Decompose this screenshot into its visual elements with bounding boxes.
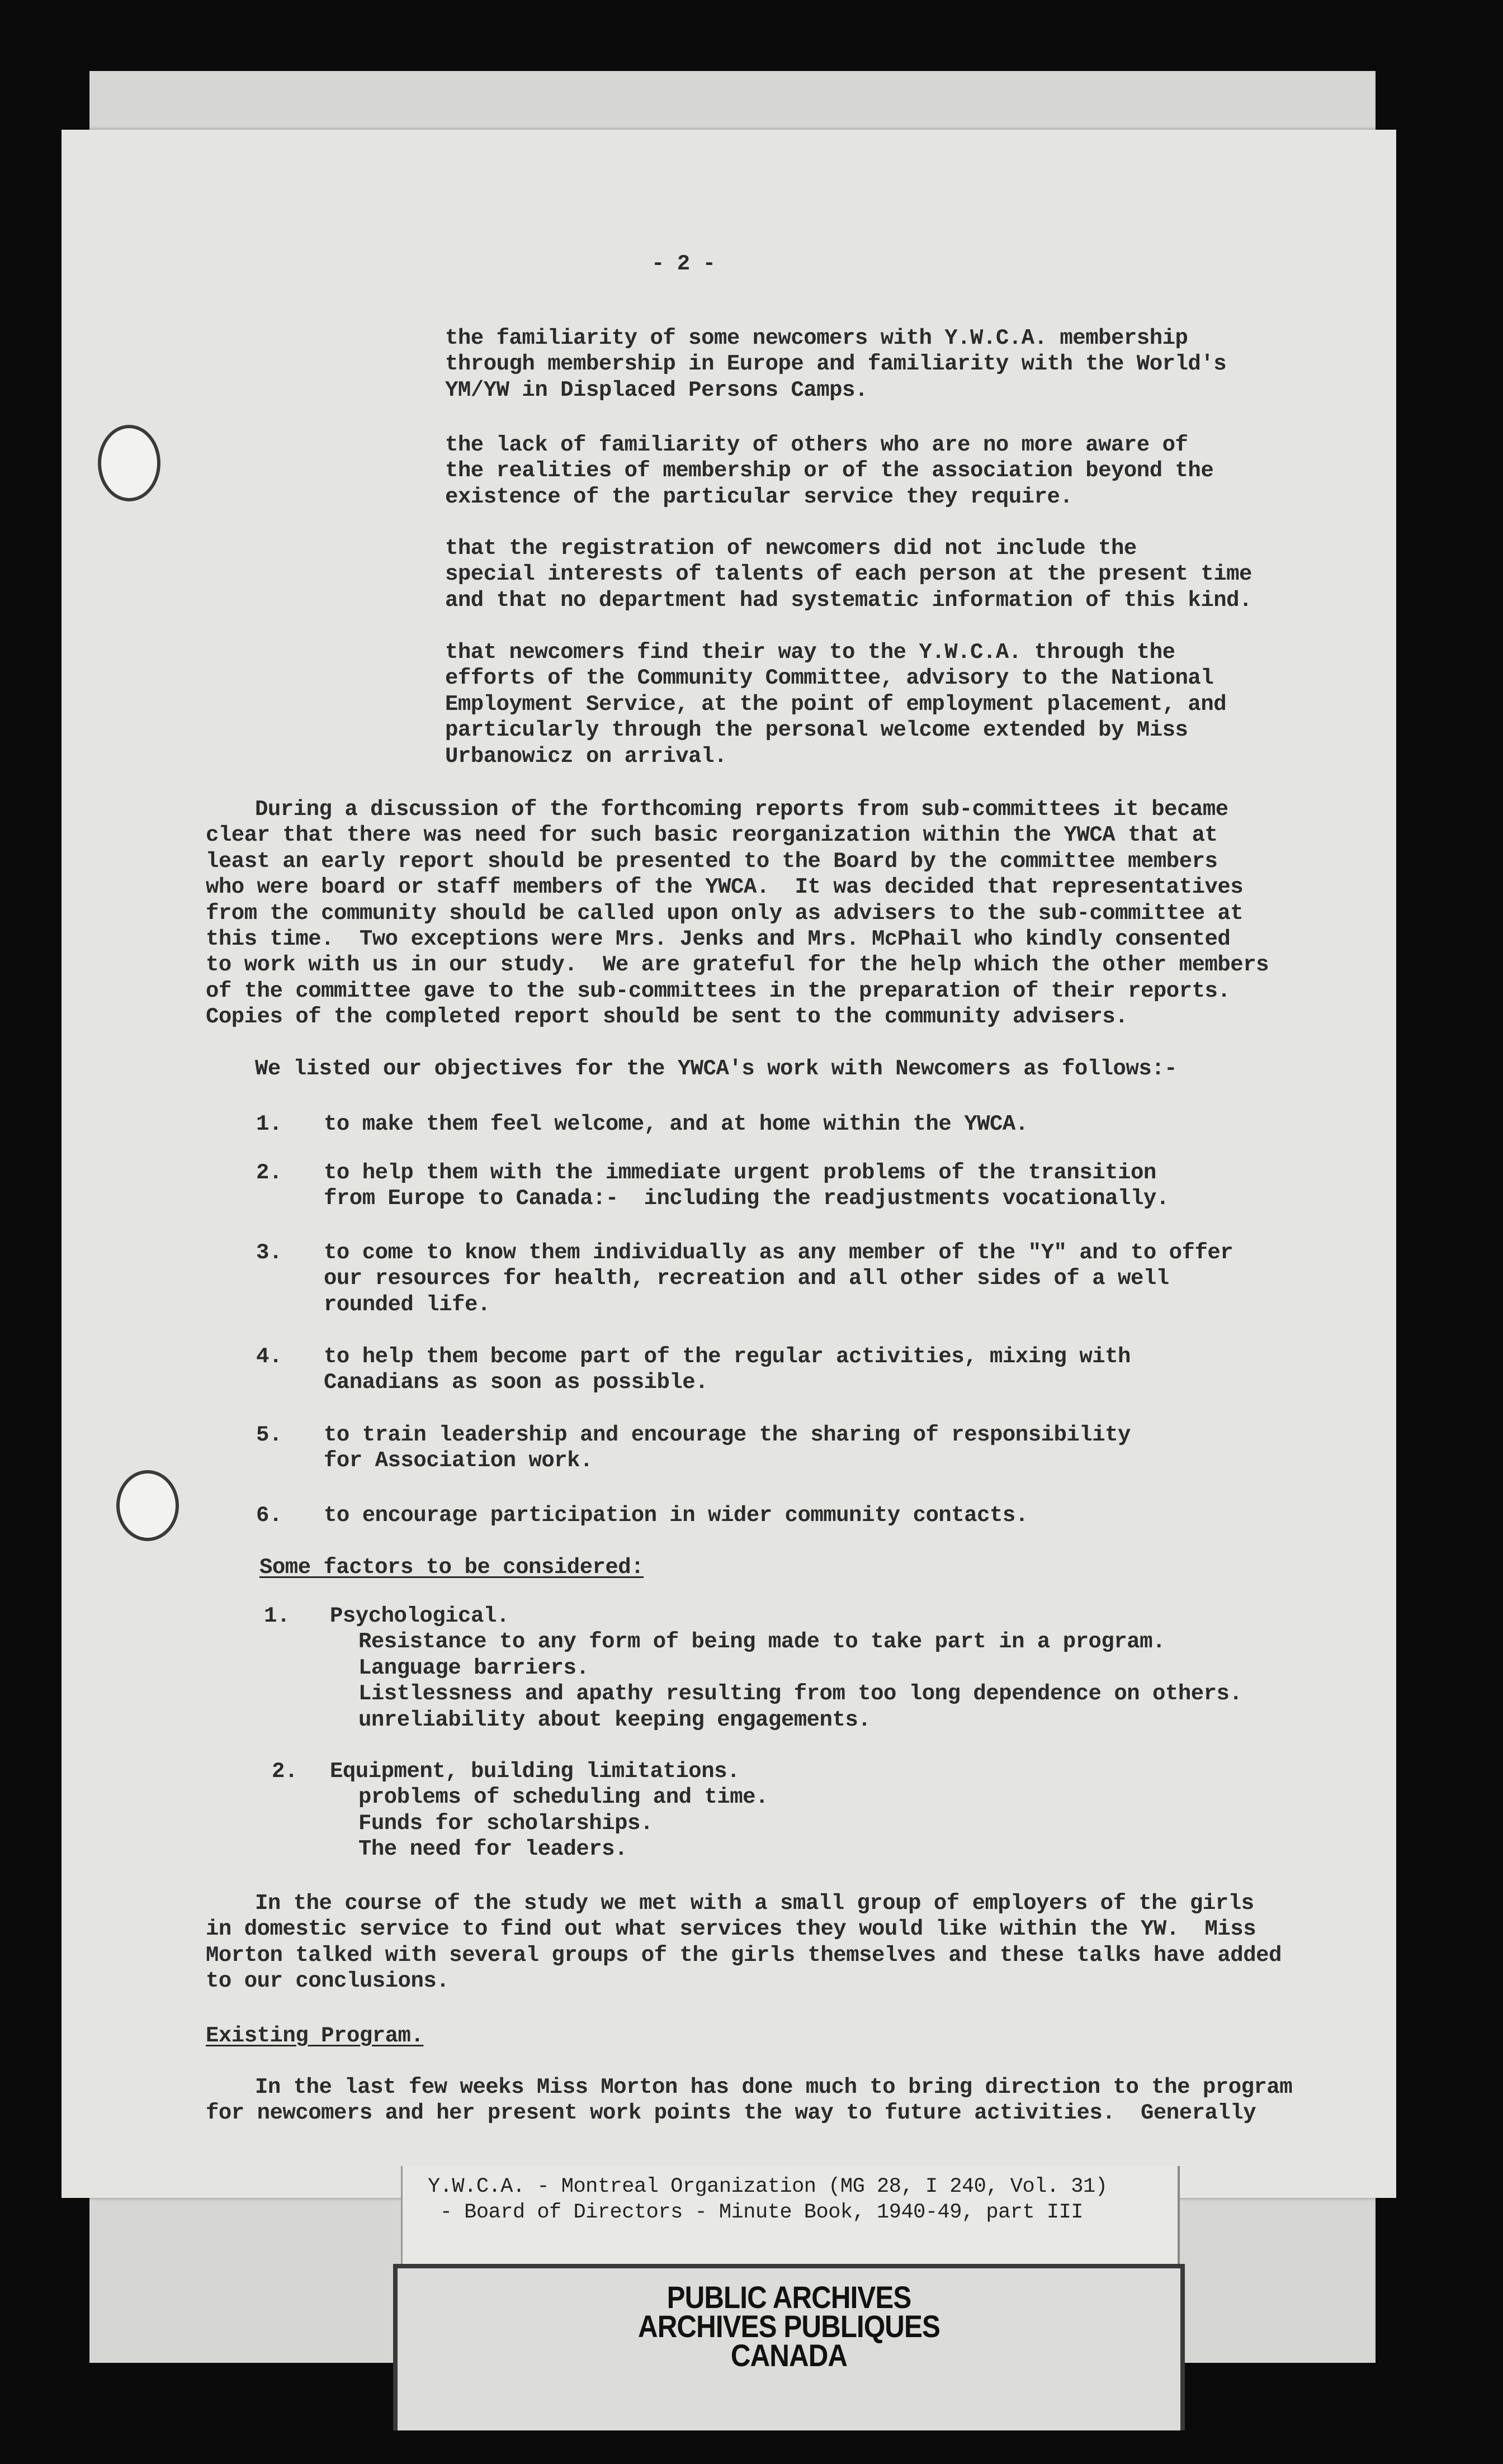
text-line: of the committee gave to the sub-committees in the preparation of their reports. bbox=[206, 978, 1231, 1003]
text-line: least an early report should be presented to the Board by the committee members bbox=[206, 849, 1218, 874]
text-line: from Europe to Canada:- including the readjustments vocationally. bbox=[324, 1186, 1169, 1211]
text-line: In the course of the study we met with a small group of employers of the girls bbox=[255, 1891, 1254, 1916]
factor-number: 2. bbox=[272, 1759, 298, 1784]
stamp-line: PUBLIC ARCHIVES bbox=[667, 2280, 911, 2315]
existing-program-paragraph bbox=[206, 2074, 1292, 2126]
objective-item bbox=[324, 1160, 1169, 1212]
text-line: through membership in Europe and familiarity with the World's bbox=[445, 352, 1227, 377]
text-line: Listlessness and apathy resulting from too long dependence on others. bbox=[358, 1681, 1242, 1707]
text-line: special interests of talents of each person at the present time bbox=[445, 562, 1252, 587]
objective-item bbox=[324, 1503, 1028, 1528]
text-line: to help them become part of the regular activities, mixing with bbox=[324, 1344, 1131, 1369]
factor-number: 1. bbox=[264, 1604, 290, 1628]
text-line: Morton talked with several groups of the girls themselves and these talks have added bbox=[206, 1942, 1282, 1968]
text-line: efforts of the Community Committee, advisory to the National bbox=[445, 666, 1214, 691]
text-line: existence of the particular service they require. bbox=[445, 484, 1073, 509]
objective-number: 2. bbox=[256, 1160, 282, 1185]
objective-number: 6. bbox=[256, 1503, 282, 1528]
objective-number: 3. bbox=[256, 1240, 282, 1265]
objective-item bbox=[324, 1111, 1028, 1137]
page-number: - 2 - bbox=[651, 252, 716, 276]
text-line: During a discussion of the forthcoming reports from sub-committees it became bbox=[255, 797, 1228, 822]
text-line: to encourage participation in wider community contacts. bbox=[324, 1503, 1028, 1528]
text-line: unreliability about keeping engagements. bbox=[358, 1707, 871, 1732]
text-line: Urbanowicz on arrival. bbox=[445, 743, 727, 769]
factor-item bbox=[330, 1603, 1242, 1733]
text-line: our resources for health, recreation and all other sides of a well bbox=[324, 1266, 1169, 1291]
text-line: who were board or staff members of the YWCA. It was decided that representatives bbox=[206, 875, 1244, 900]
finding-paragraph bbox=[445, 325, 1226, 403]
punch-hole-top bbox=[98, 425, 160, 501]
text-line: this time. Two exceptions were Mrs. Jenks and Mrs. McPhail who kindly consented bbox=[206, 927, 1231, 952]
objective-item bbox=[324, 1422, 1131, 1474]
text-line: We listed our objectives for the YWCA's work with Newcomers as follows:- bbox=[255, 1056, 1178, 1081]
study-paragraph bbox=[206, 1890, 1282, 1994]
text-line: Employment Service, at the point of employment placement, and bbox=[445, 691, 1227, 717]
text-line: to our conclusions. bbox=[206, 1969, 450, 1994]
text-line: that the registration of newcomers did not include the bbox=[445, 536, 1137, 561]
text-line: rounded life. bbox=[324, 1292, 490, 1317]
finding-paragraph bbox=[445, 432, 1213, 510]
text-line: the familiarity of some newcomers with Y.W.C.A. membership bbox=[445, 326, 1188, 350]
text-line: Funds for scholarships. bbox=[358, 1811, 653, 1836]
objective-item bbox=[324, 1240, 1233, 1318]
objectives-intro bbox=[255, 1056, 1177, 1082]
text-line: Resistance to any form of being made to take part in a program. bbox=[358, 1629, 1165, 1655]
stamp-line: CANADA bbox=[730, 2338, 848, 2373]
text-line: the realities of membership or of the association beyond the bbox=[445, 458, 1214, 484]
text-line: in domestic service to find out what services they would like within the YW. Miss bbox=[206, 1917, 1256, 1942]
text-line: that newcomers find their way to the Y.W.C.A. through the bbox=[445, 640, 1175, 665]
factors-heading: Some factors to be considered: bbox=[259, 1555, 644, 1580]
text-line: the lack of familiarity of others who are no more aware of bbox=[445, 433, 1188, 457]
text-line: Canadians as soon as possible. bbox=[324, 1370, 708, 1395]
text-line: In the last few weeks Miss Morton has done much to bring direction to the program bbox=[255, 2075, 1293, 2100]
text-line: Psychological. bbox=[330, 1604, 509, 1628]
text-line: to come to know them individually as any member of the "Y" and to offer bbox=[324, 1240, 1233, 1265]
punch-hole-bottom bbox=[116, 1470, 179, 1541]
factor-item bbox=[330, 1759, 768, 1863]
text-line: Language barriers. bbox=[358, 1655, 589, 1680]
text-line: Equipment, building limitations. bbox=[330, 1759, 740, 1784]
finding-paragraph bbox=[445, 536, 1252, 613]
archives-stamp bbox=[393, 2264, 1185, 2430]
text-line: The need for leaders. bbox=[358, 1837, 627, 1862]
existing-program-heading: Existing Program. bbox=[206, 2024, 424, 2048]
text-line: to work with us in our study. We are grateful for the help which the other members bbox=[206, 953, 1269, 978]
finding-paragraph bbox=[445, 639, 1226, 769]
objective-number: 1. bbox=[256, 1112, 282, 1136]
text-line: Copies of the completed report should be sent to the community advisers. bbox=[206, 1004, 1128, 1030]
text-line: problems of scheduling and time. bbox=[358, 1785, 768, 1810]
text-line: for newcomers and her present work points the way to future activities. Generally bbox=[206, 2101, 1256, 2126]
text-line: clear that there was need for such basic reorganization within the YWCA that at bbox=[206, 823, 1218, 848]
objective-number: 4. bbox=[256, 1344, 282, 1369]
text-line: YM/YW in Displaced Persons Camps. bbox=[445, 377, 868, 402]
text-line: and that no department had systematic information of this kind. bbox=[445, 587, 1252, 613]
text-line: from the community should be called upon only as advisers to the sub-committee at bbox=[206, 901, 1244, 926]
text-line: for Association work. bbox=[324, 1448, 593, 1473]
archive-label-text bbox=[428, 2174, 1107, 2225]
objective-item bbox=[324, 1344, 1131, 1396]
text-line: to make them feel welcome, and at home within the YWCA. bbox=[324, 1112, 1028, 1136]
text-line: to train leadership and encourage the sharing of responsibility bbox=[324, 1423, 1131, 1447]
archive-label bbox=[401, 2166, 1180, 2272]
discussion-paragraph bbox=[206, 797, 1269, 1030]
text-line: particularly through the personal welcome extended by Miss bbox=[445, 718, 1188, 743]
text-line: - Board of Directors - Minute Book, 1940-49, part III bbox=[428, 2201, 1083, 2224]
objective-number: 5. bbox=[256, 1423, 282, 1447]
text-line: to help them with the immediate urgent problems of the transition bbox=[324, 1160, 1156, 1185]
stamp-line: ARCHIVES PUBLIQUES bbox=[637, 2309, 940, 2344]
text-line: Y.W.C.A. - Montreal Organization (MG 28, I 240, Vol. 31) bbox=[428, 2175, 1108, 2198]
